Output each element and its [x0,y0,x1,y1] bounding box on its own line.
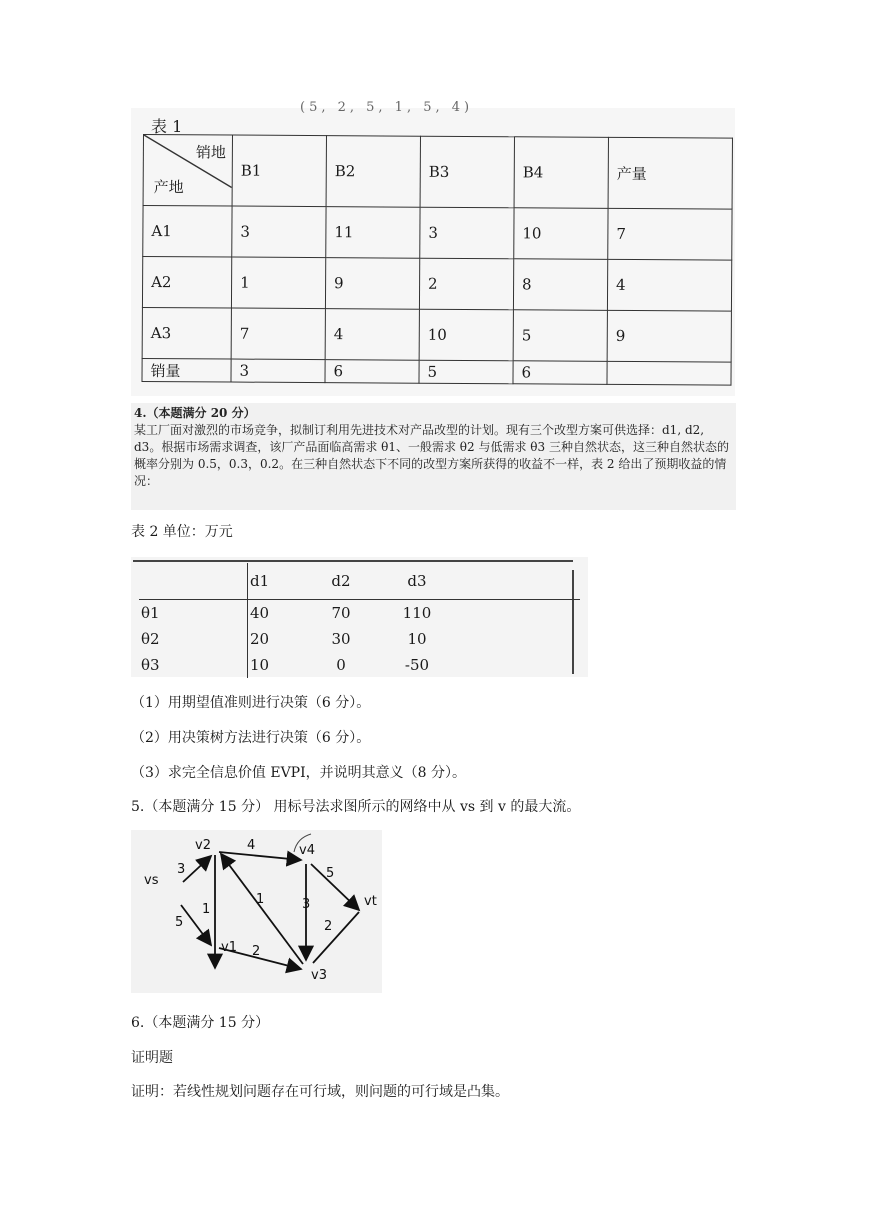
table-row [139,652,580,678]
row-label: A2 [142,257,231,309]
question-item: （1）用期望值准则进行决策（6 分）。 [131,695,371,711]
corner-top-label: 销地 [195,143,226,162]
table-cell: 9 [325,258,419,310]
capacity-v4-vt: 5 [326,866,335,881]
capacity-v3-vt: 2 [324,919,333,934]
table-cell: 3 [420,207,514,259]
q6-statement: 证明：若线性规划问题存在可行域，则问题的可行域是凸集。 [131,1084,509,1100]
table-cell: 3 [232,206,326,258]
table-header-cell [139,563,248,600]
capacity-v1-v3: 2 [252,944,261,959]
capacity-vs-v2: 3 [177,862,186,877]
table-header-cell: 产量 [608,137,732,209]
question-item: （3）求完全信息价值 EVPI，并说明其意义（8 分）。 [131,765,466,781]
edge-v3-vt [313,912,359,963]
node-v4: v4 [299,843,315,858]
table-header-cell: d3 [372,563,462,600]
table-cell: 10 [514,208,608,260]
table-row [139,600,580,627]
table1-cut-text: (5, 2, 5, 1, 5, 4) [300,100,474,115]
table1-caption: 表 1 [151,117,183,136]
table-cell: 4 [325,309,419,361]
table-cell: 0 [336,656,346,674]
corner-bottom-label: 产地 [153,178,184,197]
table-cell: 2 [419,258,513,310]
table-cell: 30 [331,630,351,648]
table-corner-cell [143,135,232,207]
table-cell: 11 [326,207,420,259]
table-cell: 9 [607,310,731,362]
node-vs: vs [144,873,159,888]
table-cell: 70 [331,604,351,622]
node-v3: v3 [311,968,327,983]
capacity-v2-v4: 4 [247,838,256,853]
node-v2: v2 [195,838,211,853]
table-row [139,626,580,652]
edge-v2-v4 [219,852,301,860]
table-header-cell: d2 [310,563,372,600]
q4-block [134,405,734,490]
row-label: A3 [142,307,231,359]
table-cell: 5 [513,310,607,362]
table-cell: 5 [419,360,513,384]
node-vt: vt [364,894,377,909]
row-label: A1 [143,206,232,258]
capacity-vs-v1: 5 [175,915,184,930]
table-header-cell: B2 [326,136,420,208]
table2-top-border [133,560,573,562]
q5-heading: 5.（本题满分 15 分） 用标号法求图所示的网络中从 vs 到 v 的最大流。 [131,799,581,815]
table-row [143,206,732,261]
table-cell: 1 [231,257,325,309]
table-header-row [139,563,580,600]
table-row [142,358,731,385]
table-header-cell: d1 [248,563,311,600]
table-cell: 6 [513,361,607,385]
q6-heading: 6.（本题满分 15 分） [131,1015,270,1031]
transport-table [141,134,733,386]
table-header-cell: B3 [420,136,514,208]
table-cell: 3 [231,359,325,383]
table-cell: 7 [231,308,325,360]
row-label: 销量 [142,358,231,382]
node-v1: v1 [221,940,237,955]
table-cell: 10 [248,652,311,678]
table-cell: 20 [248,626,311,652]
payoff-table [139,563,580,678]
table-cell: 7 [608,208,732,260]
question-item: （2）用决策树方法进行决策（6 分）。 [131,730,371,746]
flow-network-diagram [131,830,382,993]
table-cell: 6 [325,360,419,384]
row-label: θ3 [141,656,160,674]
table-cell: 40 [248,600,311,627]
table-row [142,257,731,312]
table-header-row [143,135,732,210]
capacity-v3-v2: 1 [256,892,265,907]
row-label: θ1 [141,604,160,622]
table-cell [607,361,731,385]
table-cell: 8 [513,259,607,311]
q4-body: 某工厂面对激烈的市场竞争，拟制订利用先进技术对产品改型的计划。现有三个改型方案可供选择：d1, d2, d3。根据市场需求调查，该厂产品面临高需求 θ1、一般需求 θ2 与低需求 θ3 三种自然状态，这三种自然状态的概率分别为 0.5，0.3，0.2。在三种自然状态下不同的改型方案所获得的收益不一样，表 2 给出了预期收益的情况： [134,423,729,488]
edge-vs-v2 [183,856,211,882]
table-header-cell [462,563,580,600]
table-header-cell: B4 [514,137,608,209]
table-cell: -50 [404,656,430,674]
capacity-v2-v1: 1 [202,902,211,917]
table-cell: 10 [407,630,427,648]
table2-caption: 表 2 单位：万元 [131,524,233,540]
q4-heading: 4.（本题满分 20 分） [134,406,256,420]
table-cell: 4 [607,259,731,311]
table-header-cell: B1 [232,135,326,207]
capacity-v4-v3: 3 [302,897,311,912]
table-row [142,307,731,362]
edge-v4-vt [311,864,359,910]
table-cell: 110 [402,604,432,622]
table-cell: 10 [419,309,513,361]
q6-type: 证明题 [131,1050,173,1066]
row-label: θ2 [141,630,160,648]
